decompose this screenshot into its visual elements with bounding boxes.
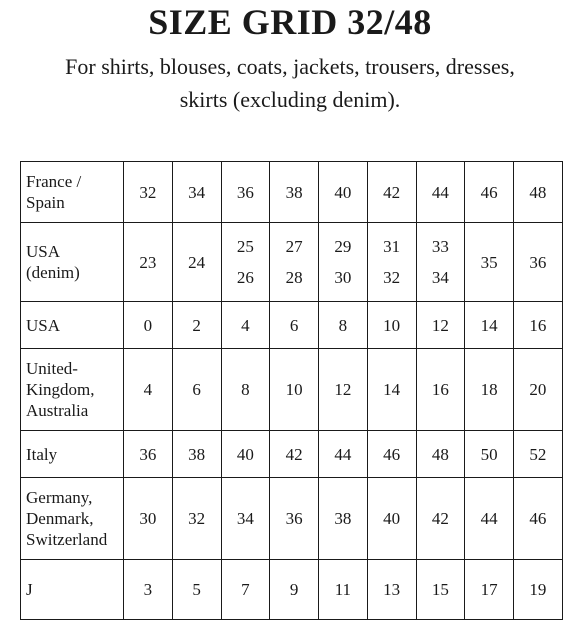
size-cell: 2 [172, 302, 221, 349]
table-row [21, 560, 563, 620]
row-label-line: United- [26, 359, 78, 378]
size-cell: 16 [416, 349, 465, 431]
size-cell: 18 [465, 349, 514, 431]
size-cell: 10 [367, 302, 416, 349]
size-cell: 12 [319, 349, 368, 431]
size-cell: 44 [465, 478, 514, 560]
size-cell: 34 [172, 162, 221, 223]
table-row [21, 431, 563, 478]
size-value: 34 [431, 268, 449, 287]
size-cell: 24 [172, 223, 221, 302]
size-cell: 9 [270, 560, 319, 620]
table-row [21, 162, 563, 223]
size-cell: 38 [172, 431, 221, 478]
table-row [21, 223, 563, 302]
size-cell [221, 223, 270, 302]
size-cell: 40 [221, 431, 270, 478]
row-label-line: France / [26, 172, 82, 191]
size-cell: 6 [270, 302, 319, 349]
size-cell: 46 [465, 162, 514, 223]
table-row [21, 302, 563, 349]
size-value: 31 [383, 237, 401, 256]
row-label-line: Kingdom, [26, 380, 95, 399]
size-cell: 4 [124, 349, 173, 431]
size-cell: 32 [172, 478, 221, 560]
row-label-line: Switzerland [26, 530, 108, 549]
size-value: 32 [383, 268, 401, 287]
size-cell: 36 [221, 162, 270, 223]
size-cell: 46 [514, 478, 563, 560]
size-cell: 10 [270, 349, 319, 431]
size-cell: 12 [416, 302, 465, 349]
row-label [21, 431, 124, 478]
size-cell [270, 223, 319, 302]
size-grid-table [20, 161, 563, 620]
table-row [21, 349, 563, 431]
size-cell: 30 [124, 478, 173, 560]
size-cell: 35 [465, 223, 514, 302]
size-cell: 7 [221, 560, 270, 620]
size-cell: 14 [465, 302, 514, 349]
size-cell: 52 [514, 431, 563, 478]
size-cell: 50 [465, 431, 514, 478]
size-cell: 42 [416, 478, 465, 560]
row-label-line: (denim) [26, 263, 80, 282]
row-label-line: Australia [26, 401, 89, 420]
size-cell: 38 [270, 162, 319, 223]
size-cell: 48 [416, 431, 465, 478]
size-cell: 6 [172, 349, 221, 431]
size-value: 28 [285, 268, 303, 287]
size-cell: 16 [514, 302, 563, 349]
row-label-line: Spain [26, 193, 65, 212]
row-label [21, 478, 124, 560]
size-cell: 8 [221, 349, 270, 431]
size-cell: 15 [416, 560, 465, 620]
size-cell [416, 223, 465, 302]
size-cell: 44 [319, 431, 368, 478]
row-label [21, 162, 124, 223]
size-cell: 20 [514, 349, 563, 431]
size-value: 26 [236, 268, 254, 287]
table-row [21, 478, 563, 560]
size-cell: 17 [465, 560, 514, 620]
size-cell: 46 [367, 431, 416, 478]
size-value: 29 [334, 237, 352, 256]
row-label-line: USA [26, 242, 61, 261]
size-cell: 0 [124, 302, 173, 349]
subtitle-line: For shirts, blouses, coats, jackets, trousers, dresses, [65, 54, 515, 79]
subtitle-line: skirts (excluding denim). [179, 87, 401, 112]
page-title: SIZE GRID 32/48 [148, 2, 432, 42]
row-label-line: Germany, [26, 488, 93, 507]
size-cell: 42 [270, 431, 319, 478]
row-label-line: J [26, 580, 33, 599]
size-cell: 40 [319, 162, 368, 223]
size-cell: 48 [514, 162, 563, 223]
size-value: 33 [431, 237, 449, 256]
size-cell: 44 [416, 162, 465, 223]
size-cell [319, 223, 368, 302]
row-label-line: USA [26, 315, 61, 335]
size-cell: 34 [221, 478, 270, 560]
size-cell: 32 [124, 162, 173, 223]
page-subtitle [0, 50, 580, 116]
row-label [21, 349, 124, 431]
size-cell: 38 [319, 478, 368, 560]
row-label-line: Italy [26, 444, 58, 464]
size-cell: 3 [124, 560, 173, 620]
row-label-line: Denmark, [26, 509, 94, 528]
size-cell: 19 [514, 560, 563, 620]
size-cell: 40 [367, 478, 416, 560]
size-cell: 4 [221, 302, 270, 349]
size-cell [367, 223, 416, 302]
size-cell: 36 [124, 431, 173, 478]
size-value: 30 [334, 268, 352, 287]
size-cell: 36 [270, 478, 319, 560]
row-label [21, 223, 124, 302]
size-cell: 8 [319, 302, 368, 349]
size-value: 25 [236, 237, 254, 256]
row-label [21, 560, 124, 620]
size-cell: 42 [367, 162, 416, 223]
size-cell: 36 [514, 223, 563, 302]
size-cell: 13 [367, 560, 416, 620]
size-value: 27 [285, 237, 303, 256]
row-label [21, 302, 124, 349]
size-cell: 14 [367, 349, 416, 431]
size-cell: 11 [319, 560, 368, 620]
size-cell: 23 [124, 223, 173, 302]
size-cell: 5 [172, 560, 221, 620]
